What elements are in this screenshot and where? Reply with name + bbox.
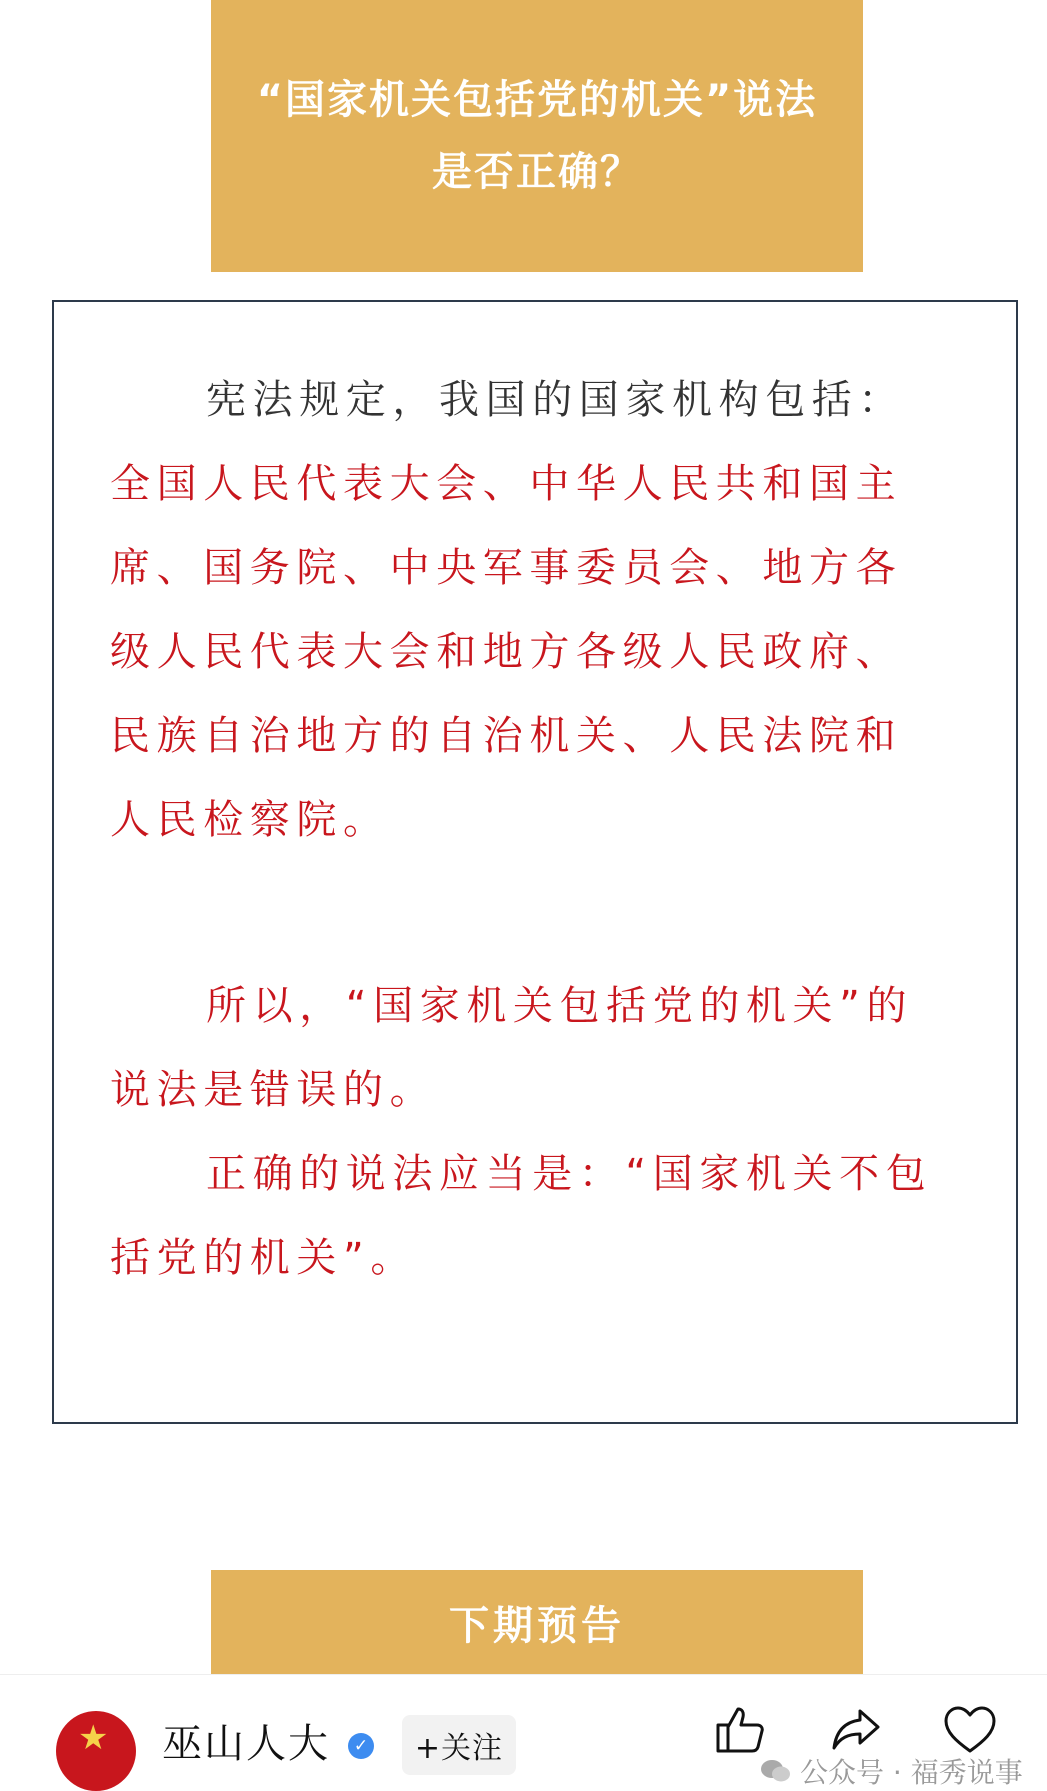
title-banner [211, 0, 863, 272]
correct-line-2: 括党的机关”。 [110, 1235, 417, 1281]
share-arrow-icon[interactable] [826, 1699, 886, 1759]
wechat-icon [760, 1758, 792, 1784]
list-line-3: 级人民代表大会和地方各级人民政府、 [110, 629, 903, 675]
verified-check-icon: ✓ [348, 1733, 374, 1759]
heart-icon[interactable] [940, 1699, 1000, 1759]
bottom-author-bar [0, 1674, 1047, 1789]
account-name[interactable]: 巫山人大 [162, 1721, 330, 1767]
follow-button[interactable]: +关注 [402, 1715, 516, 1775]
list-line-2: 席、国务院、中央军事委员会、地方各 [110, 545, 903, 591]
conclusion-line-2: 说法是错误的。 [110, 1067, 437, 1113]
title-line-2: 是否正确？ [432, 149, 642, 195]
list-line-5: 人民检察院。 [110, 797, 390, 843]
title-line-1: “国家机关包括党的机关”说法 [256, 77, 818, 123]
intro-text: 宪法规定，我国的国家机构包括： [206, 377, 905, 423]
next-issue-label: 下期预告 [449, 1602, 625, 1649]
watermark [760, 1751, 1023, 1791]
content-box [52, 300, 1018, 1424]
list-line-4: 民族自治地方的自治机关、人民法院和 [110, 713, 903, 759]
watermark-text: 公众号 · 福秀说事 [800, 1756, 1023, 1789]
avatar[interactable] [56, 1711, 136, 1791]
thumbs-up-icon[interactable] [710, 1699, 770, 1759]
correct-line-1: 正确的说法应当是：“国家机关不包 [206, 1151, 933, 1197]
emblem-star-icon: ★ [78, 1718, 109, 1758]
list-line-1: 全国人民代表大会、中华人民共和国主 [110, 461, 903, 507]
next-issue-banner [211, 1570, 863, 1674]
conclusion-line-1: 所以，“国家机关包括党的机关”的 [206, 983, 914, 1029]
